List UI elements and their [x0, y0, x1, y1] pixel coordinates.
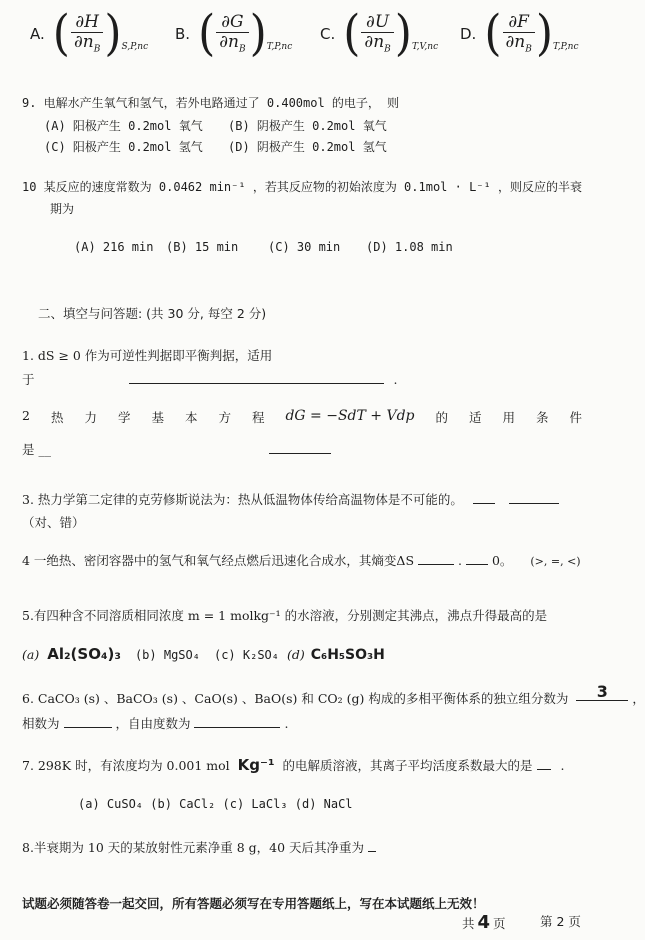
q10-stem: 10 某反应的速度常数为 0.0462 min⁻¹ ，若其反应物的初始浓度为 0.1mol · L⁻¹ ，则反应的半衰 — [22, 180, 582, 194]
q9-option-b: (B) 阴极产生 0.2mol 氧气 — [228, 119, 387, 133]
partial-derivative: $\frac{\partial H}{\partial n_B}$ — [71, 14, 103, 55]
q10-option-b: (B) 15 min — [166, 240, 239, 254]
blank-q3-hint: （对、错） — [22, 515, 85, 530]
answer-blank[interactable] — [194, 715, 280, 728]
blank-q7-options: (a) CuSO₄ (b) CaCl₂ (c) LaCl₃ (d) NaCl — [78, 797, 353, 811]
answer-blank[interactable] — [129, 371, 384, 384]
fundamental-equation: dG = −SdT + Vdp — [285, 408, 415, 424]
blank-q2-line2: 是 __ — [22, 440, 331, 458]
q10-option-c: (C) 30 min — [268, 240, 341, 254]
q8-options-row — [30, 5, 600, 62]
derivative-subscript: T,V,nc — [411, 42, 439, 52]
page-number: 第 2 页 — [540, 914, 581, 929]
blank-q6-line2: 相数为 ，自由度数为 . — [22, 716, 289, 731]
section-heading: 二、填空与问答题: (共 30 分, 每空 2 分) — [38, 306, 267, 321]
partial-derivative: $\frac{\partial U}{\partial n_B}$ — [361, 14, 393, 55]
blank-q2: 2 热 力 学 基 本 方 程 dG = −SdT + Vdp 的 适 用 条 件 — [22, 408, 582, 425]
q8-option-b: B. ( $\frac{\partial G}{\partial n_B}$ ) T,P,nc — [175, 5, 293, 62]
answer-blank[interactable] — [509, 491, 559, 504]
derivative-subscript: S,P,nc — [121, 42, 149, 52]
q9-stem: 9. 电解水产生氧气和氢气，若外电路通过了 0.400mol 的电子， 则 — [22, 96, 400, 110]
blank-q1-line2: 于 . — [22, 372, 398, 387]
blank-q5-options: (a) Al₂(SO₄)₃ (b) MgSO₄ (c) K₂SO₄ (d) C₆H₅SO₃H — [22, 645, 385, 663]
option-label: A. — [30, 25, 45, 43]
answer-blank[interactable] — [368, 839, 376, 852]
q10-option-a: (A) 216 min — [74, 240, 154, 254]
handwritten-answer: Al₂(SO₄)₃ — [47, 645, 121, 663]
handwritten-unit: Kg⁻¹ — [237, 756, 275, 774]
option-label: D. — [460, 25, 477, 43]
blank-q7: 7. 298K 时，有浓度均为 0.001 mol Kg⁻¹ 的电解质溶液，其离子平均活度系数最大的是 . — [22, 756, 565, 774]
answer-blank[interactable] — [537, 757, 551, 770]
handwritten-answer: 3 — [596, 682, 608, 701]
q9-option-a: (A) 阳极产生 0.2mol 氧气 — [44, 119, 203, 133]
answer-blank[interactable] — [64, 715, 112, 728]
q10-stem-line2: 期为 — [50, 202, 75, 216]
blank-q1 — [22, 346, 272, 364]
partial-derivative: $\frac{\partial G}{\partial n_B}$ — [216, 14, 248, 55]
derivative-subscript: T,P,nc — [553, 42, 579, 52]
option-label: C. — [320, 25, 336, 43]
answer-blank[interactable] — [418, 552, 454, 565]
blank-q6: 6. CaCO₃ (s) 、BaCO₃ (s) 、CaO(s) 、BaO(s) 和 CO₂ (g) 构成的多相平衡体系的独立组分数为 3 ， — [22, 682, 645, 706]
answer-blank[interactable] — [466, 552, 488, 565]
q8-option-c: C. ( $\frac{\partial U}{\partial n_B}$ ) T,V,nc — [320, 5, 439, 62]
q10-option-d: (D) 1.08 min — [366, 240, 453, 254]
handwritten-answer: C₆H₅SO₃H — [310, 647, 385, 663]
q9-option-c: (C) 阳极产生 0.2mol 氢气 — [44, 140, 203, 154]
page-total: 共 4 页 — [462, 912, 506, 933]
blank-q5: 5.有四种含不同溶质相同浓度 m = 1 molkg⁻¹ 的水溶液，分别测定其沸点，沸点升得最高的是 — [22, 608, 548, 623]
q8-option-d: D. ( $\frac{\partial F}{\partial n_B}$ ) T,P,nc — [460, 5, 579, 62]
blank-q4: 4 一绝热、密闭容器中的氢气和氧气经点燃后迅速化合成水，其熵变ΔS . 0。 (>, =, <) — [22, 553, 581, 568]
partial-derivative: $\frac{\partial F}{\partial n_B}$ — [503, 14, 535, 55]
derivative-subscript: T,P,nc — [266, 42, 293, 52]
blank-q1-text: 1. dS ≥ 0 作为可逆性判据即平衡判据，适用 — [22, 348, 273, 363]
answer-blank[interactable] — [269, 441, 331, 454]
q8-option-a: A. ( $\frac{\partial H}{\partial n_B}$ ) S,P,nc — [30, 5, 149, 62]
blank-q8: 8.半衰期为 10 天的某放射性元素净重 8 g，40 天后其净重为 — [22, 838, 376, 856]
answer-blank[interactable] — [473, 491, 495, 504]
option-label: B. — [175, 25, 191, 43]
handwritten-page-count: 4 — [477, 912, 491, 933]
blank-q3: 3. 热力学第二定律的克劳修斯说法为：热从低温物体传给高温物体是不可能的。 — [22, 490, 559, 508]
footer-notice: 试题必须随答卷一起交回，所有答题必须写在专用答题纸上，写在本试题纸上无效！ — [22, 896, 485, 911]
q9-option-d: (D) 阴极产生 0.2mol 氢气 — [228, 140, 387, 154]
answer-blank[interactable] — [576, 682, 628, 701]
